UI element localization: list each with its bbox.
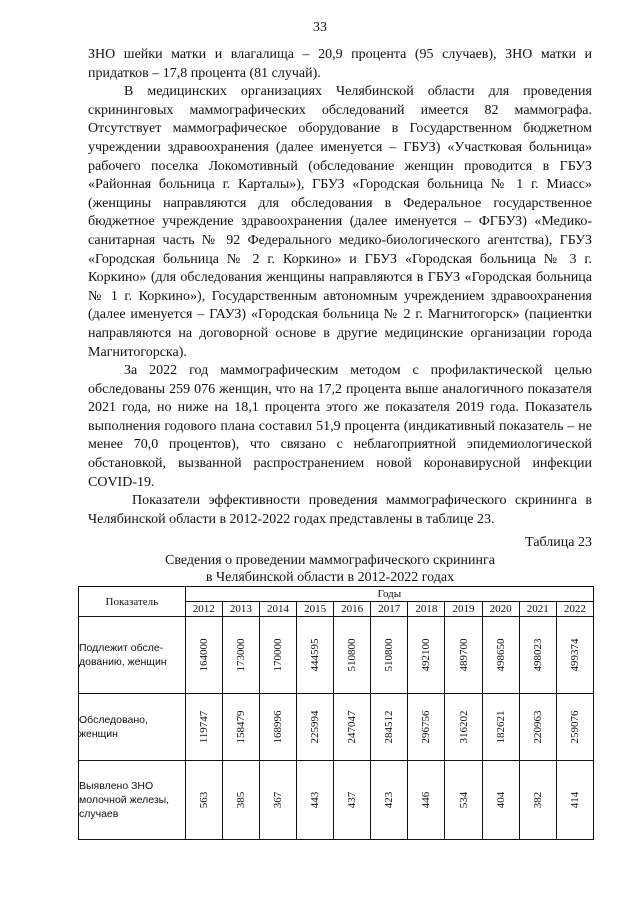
- year-header: 2015: [297, 602, 334, 617]
- table-cell: 119747: [185, 694, 222, 761]
- row-label: Выявлено ЗНО молочной железы, случаев: [79, 761, 186, 840]
- table-cell: 510800: [371, 617, 408, 694]
- year-header: 2017: [371, 602, 408, 617]
- header-indicator: Показатель: [79, 587, 186, 617]
- table-cell: 563: [185, 761, 222, 840]
- paragraph-3: За 2022 год маммографическим методом с профилактической целью обследованы 259 076 женщин, что на 17,2 процента выше аналогичного показателя 2021 года, но ниже на 18,1 процента этого же показателя 2019 года. Показатель выполнения годового плана составил 51,9 процента (индикативный показатель – не менее 70,0 процентов), что связано с неблагоприятной эпидемиологической обстановкой, вызванной распространением новой коронавирусной инфекции COVID-19.: [88, 363, 592, 490]
- table-title: [110, 552, 550, 586]
- body-text: [88, 46, 592, 529]
- table-cell: 489700: [445, 617, 482, 694]
- year-header: 2018: [408, 602, 445, 617]
- table-label: Таблица 23: [525, 535, 592, 550]
- year-header: 2019: [445, 602, 482, 617]
- table-cell: 170000: [259, 617, 296, 694]
- year-header: 2013: [222, 602, 259, 617]
- table-row: [79, 617, 594, 694]
- table-cell: 414: [556, 761, 593, 840]
- paragraph-4: Показатели эффективности проведения маммографического скрининга в Челябинской области в 2012-2022 годах представлены в таблице 23.: [88, 493, 592, 527]
- table-cell: 164000: [185, 617, 222, 694]
- paragraph-2: В медицинских организациях Челябинской области для проведения скрининговых маммографических обследований имеется 82 маммографа. Отсутствует маммографическое оборудование в Государственном бюджетном учреждении здравоохранения (далее именуется – ГБУЗ) «Участковая больница» рабочего поселка Локомотивный (обследование женщин проводится в ГБУЗ «Районная больница г. Карталы»), ГБУЗ «Городская больница № 1 г. Миасс» (женщины направляются для обследования в Федеральное государственное бюджетное учреждение здравоохранения (далее именуется – ФГБУЗ) «Медико-санитарная часть № 92 Федерального медико-биологического агентства), ГБУЗ «Городская больница № 2 г. Коркино» и ГБУЗ «Городская больница № 3 г. Коркино» (для обследования женщины направляются в ГБУЗ «Городская больница № 1 г. Коркино»), Государственным автономным учреждением здравоохранения (далее именуется – ГАУЗ) «Городская больница № 2 г. Магнитогорск» (пациентки направляются на договорной основе в другие медицинские организации города Магнитогорска).: [88, 84, 592, 360]
- table-cell: 259076: [556, 694, 593, 761]
- table-cell: 499374: [556, 617, 593, 694]
- table-cell: 423: [371, 761, 408, 840]
- table-cell: 382: [519, 761, 556, 840]
- screening-table: [78, 586, 594, 840]
- table-cell: 168996: [259, 694, 296, 761]
- year-header: 2020: [482, 602, 519, 617]
- table-cell: 437: [334, 761, 371, 840]
- table-title-line-1: Сведения о проведении маммографического скрининга: [165, 553, 495, 568]
- table-cell: 510800: [334, 617, 371, 694]
- row-label: Подлежит обсле- дованию, женщин: [79, 617, 186, 694]
- table-cell: 367: [259, 761, 296, 840]
- table-row: [79, 694, 594, 761]
- table-cell: 446: [408, 761, 445, 840]
- row-label: Обследовано, женщин: [79, 694, 186, 761]
- table-cell: 385: [222, 761, 259, 840]
- table-cell: 498650: [482, 617, 519, 694]
- table-cell: 182621: [482, 694, 519, 761]
- table-cell: 158479: [222, 694, 259, 761]
- year-header: 2012: [185, 602, 222, 617]
- table-row: [79, 761, 594, 840]
- table-cell: 284512: [371, 694, 408, 761]
- year-header: 2016: [334, 602, 371, 617]
- table-cell: 247047: [334, 694, 371, 761]
- page-number: 33: [313, 20, 327, 35]
- table-cell: 225994: [297, 694, 334, 761]
- table-cell: 498023: [519, 617, 556, 694]
- table-cell: 534: [445, 761, 482, 840]
- year-header: 2014: [259, 602, 296, 617]
- table-cell: 220963: [519, 694, 556, 761]
- table-cell: 443: [297, 761, 334, 840]
- table-cell: 444595: [297, 617, 334, 694]
- table-cell: 173000: [222, 617, 259, 694]
- paragraph-1: ЗНО шейки матки и влагалища – 20,9 процента (95 случаев), ЗНО матки и придатков – 17,8 процента (81 случай).: [88, 47, 592, 81]
- year-header: 2022: [556, 602, 593, 617]
- year-header: 2021: [519, 602, 556, 617]
- table-cell: 296756: [408, 694, 445, 761]
- table-cell: 404: [482, 761, 519, 840]
- table-cell: 492100: [408, 617, 445, 694]
- table-title-line-2: в Челябинской области в 2012-2022 годах: [205, 570, 455, 585]
- table-cell: 316202: [445, 694, 482, 761]
- header-years: Годы: [185, 587, 593, 602]
